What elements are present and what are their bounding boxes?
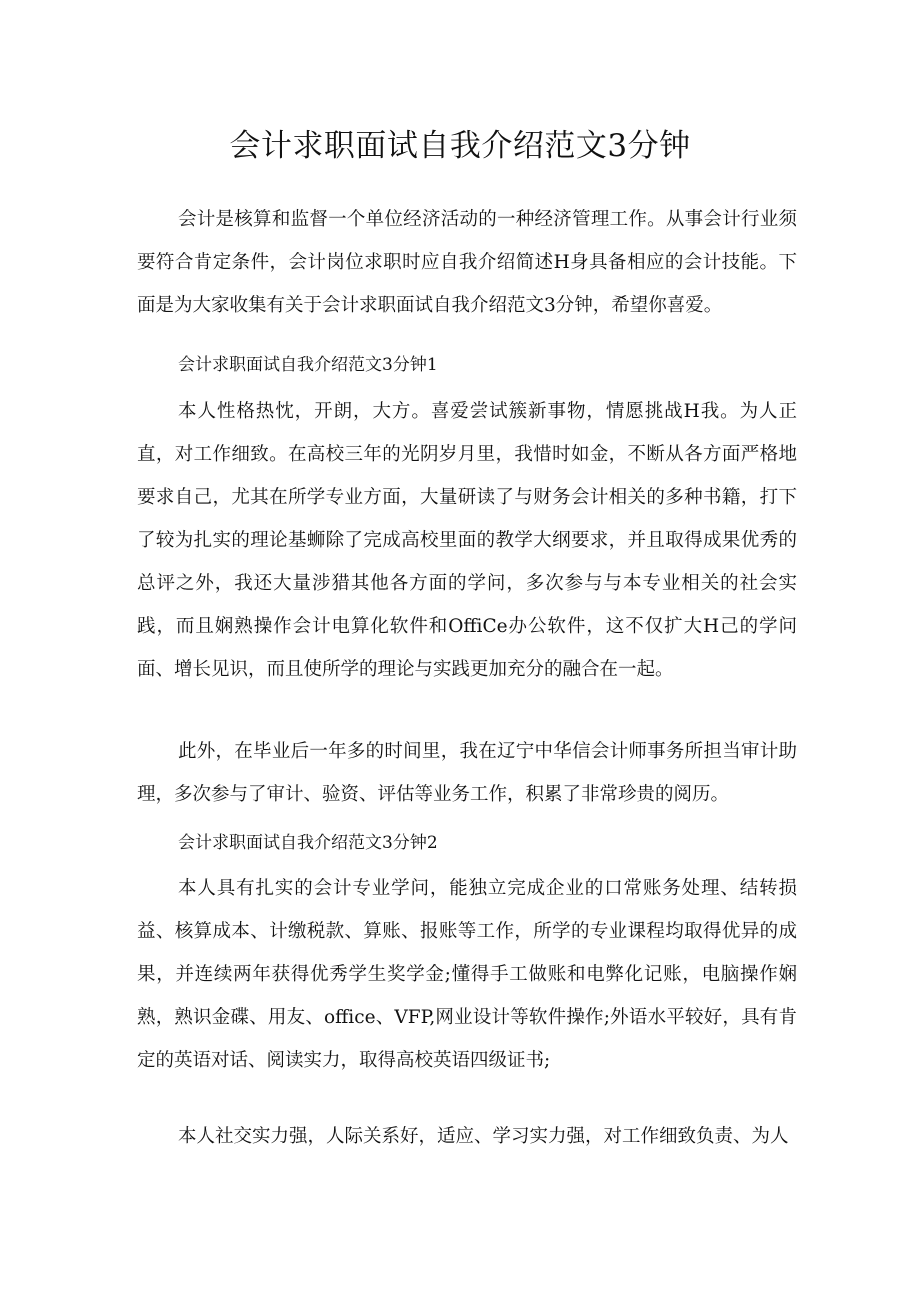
section-2-paragraph-2: 本人社交实力强，人际关系好，适应、学习实力强，对工作细致负责、为人 xyxy=(178,1126,789,1147)
document-title: 会计求职面试自我介绍范文3分钟 xyxy=(229,128,691,164)
section-2-heading: 会计求职面试自我介绍范文3分钟2 xyxy=(178,833,438,853)
section-2-paragraph-1: 本人具有扎实的会计专业学问，能独立完成企业的口常账务处理、结转损益、核算成本、计缴税款、算账、报账等工作，所学的专业课程均取得优异的成果，并连续两年获得优秀学生奖学金;懂得手工做账和电弊化记账，电脑操作娴熟，熟识金碟、用友、office、VFP,网业设计等软件操作;外语水平较好，具有肯定的英语对话、阅读实力，取得高校英语四级证书; xyxy=(137,878,797,1071)
section-1-heading: 会计求职面试自我介绍范文3分钟1 xyxy=(178,355,438,375)
section-1-paragraph-1: 本人性格热忱，开朗，大方。喜爱尝试簇新事物，情愿挑战H我。为人正直，对工作细致。在高校三年的光阴岁月里，我惜时如金，不断从各方面严格地要求自己，尤其在所学专业方面，大量研读了与财务会计相关的多种书籍，打下了较为扎实的理论基蛳除了完成高校里面的教学大纲要求，并且取得成果优秀的总评之外，我还大量涉猎其他各方面的学问，多次参与与本专业相关的社会实践，而且娴熟操作会计电算化软件和OffiCe办公软件，这不仅扩大H己的学问面、增长见识，而且使所学的理论与实践更加充分的融合在一起。 xyxy=(137,401,797,680)
intro-paragraph: 会计是核算和监督一个单位经济活动的一种经济管理工作。从事会计行业须要符合肯定条件，会计岗位求职时应自我介绍简述H身具备相应的会计技能。下面是为大家收集有关于会计求职面试自我介绍范文3分钟，希望你喜爱。 xyxy=(137,209,797,316)
section-1-paragraph-2: 此外，在毕业后一年多的时间里，我在辽宁中华信会计师事务所担当审计助理，多次参与了审计、验资、评估等业务工作，积累了非常珍贵的阅历。 xyxy=(137,741,797,805)
